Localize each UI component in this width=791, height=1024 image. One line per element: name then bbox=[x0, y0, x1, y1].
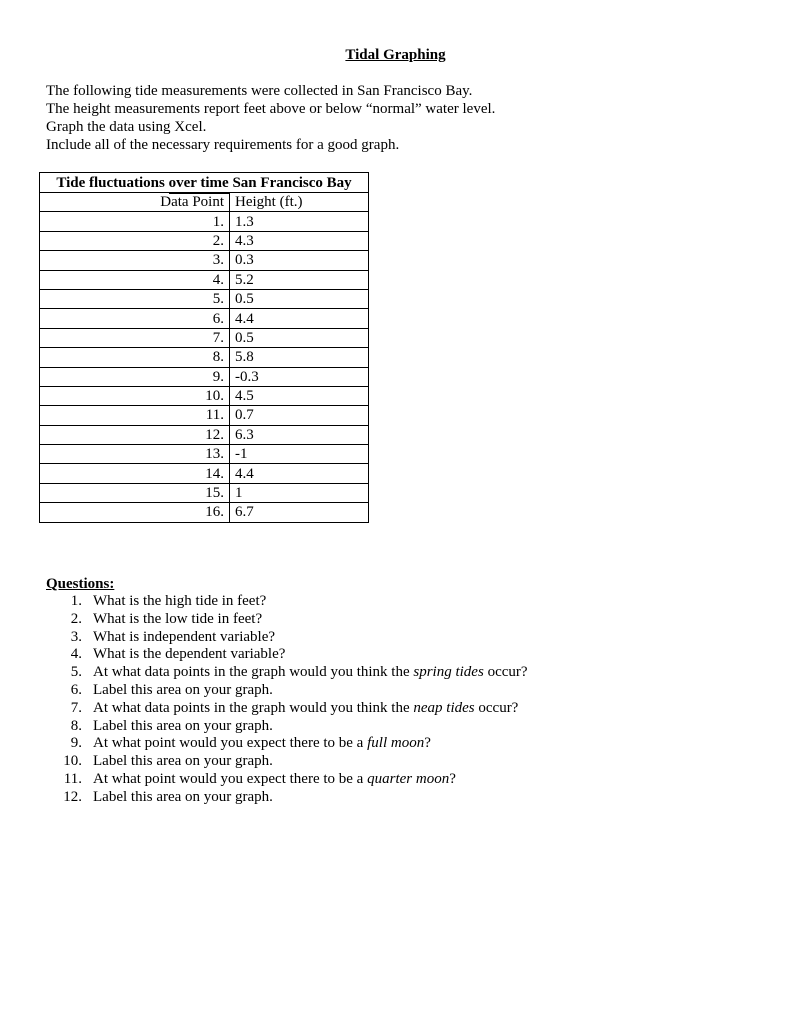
table-row bbox=[40, 251, 369, 270]
table-row bbox=[40, 212, 369, 231]
table-caption-row bbox=[40, 173, 369, 193]
table-row bbox=[40, 464, 369, 483]
question-item bbox=[46, 664, 528, 682]
question-emphasis: quarter moon bbox=[367, 770, 450, 787]
question-text: What is the dependent variable? bbox=[93, 646, 286, 663]
data-point-cell: 6. bbox=[40, 309, 230, 328]
question-text: At what data points in the graph would you think the bbox=[93, 699, 414, 716]
table-row bbox=[40, 503, 369, 522]
question-item bbox=[46, 718, 528, 736]
question-number: 6. bbox=[70, 681, 82, 698]
height-cell: 0.5 bbox=[230, 289, 369, 308]
height-cell: 4.3 bbox=[230, 231, 369, 250]
question-text: Label this area on your graph. bbox=[93, 681, 273, 698]
question-text-end: occur? bbox=[474, 699, 519, 716]
question-text: Label this area on your graph. bbox=[93, 788, 273, 805]
question-text: Label this area on your graph. bbox=[93, 753, 273, 770]
question-text: Label this area on your graph. bbox=[93, 717, 273, 734]
height-cell: 5.2 bbox=[230, 270, 369, 289]
question-text: At what point would you expect there to be a bbox=[93, 735, 368, 752]
questions-list bbox=[46, 593, 528, 807]
data-point-cell: 14. bbox=[40, 464, 230, 483]
table-caption bbox=[40, 173, 369, 193]
table-row bbox=[40, 386, 369, 405]
question-number: 9. bbox=[70, 735, 82, 752]
table-row bbox=[40, 367, 369, 386]
question-number: 2. bbox=[70, 610, 82, 627]
table-row bbox=[40, 483, 369, 502]
question-number: 8. bbox=[70, 717, 82, 734]
question-item bbox=[46, 682, 528, 700]
data-point-cell: 15. bbox=[40, 483, 230, 502]
question-text: At what point would you expect there to be a bbox=[93, 770, 368, 787]
table-row bbox=[40, 289, 369, 308]
question-text: What is independent variable? bbox=[93, 628, 276, 645]
data-point-cell: 9. bbox=[40, 367, 230, 386]
caption-end: San Francisco Bay bbox=[228, 174, 352, 191]
table-row bbox=[40, 348, 369, 367]
height-cell: 6.7 bbox=[230, 503, 369, 522]
data-point-cell: 5. bbox=[40, 289, 230, 308]
question-item bbox=[46, 629, 528, 647]
question-emphasis: spring tides bbox=[413, 664, 484, 681]
height-cell: 4.4 bbox=[230, 464, 369, 483]
height-cell: 4.5 bbox=[230, 386, 369, 405]
height-cell: 1.3 bbox=[230, 212, 369, 231]
height-cell: 5.8 bbox=[230, 348, 369, 367]
data-point-cell: 1. bbox=[40, 212, 230, 231]
question-item bbox=[46, 700, 528, 718]
data-point-cell: 3. bbox=[40, 251, 230, 270]
question-number: 3. bbox=[70, 628, 82, 645]
data-point-cell: 2. bbox=[40, 231, 230, 250]
table-row bbox=[40, 425, 369, 444]
table-row bbox=[40, 328, 369, 347]
question-item bbox=[46, 593, 528, 611]
intro-line: Include all of the necessary requirements for a good graph. bbox=[46, 137, 400, 153]
data-point-cell: 12. bbox=[40, 425, 230, 444]
height-cell: -1 bbox=[230, 445, 369, 464]
height-cell: 6.3 bbox=[230, 425, 369, 444]
tide-data-table bbox=[39, 172, 369, 523]
question-text: What is the high tide in feet? bbox=[93, 593, 267, 609]
data-point-cell: 10. bbox=[40, 386, 230, 405]
question-item bbox=[46, 771, 528, 789]
table-row bbox=[40, 270, 369, 289]
intro-paragraph bbox=[46, 82, 495, 154]
height-cell: 0.5 bbox=[230, 328, 369, 347]
data-point-cell: 13. bbox=[40, 445, 230, 464]
question-number: 1. bbox=[70, 593, 82, 609]
question-emphasis: neap tides bbox=[413, 699, 475, 716]
question-item bbox=[46, 646, 528, 664]
column-header-data-point: Data Point bbox=[40, 193, 230, 212]
data-point-cell: 7. bbox=[40, 328, 230, 347]
height-cell: 0.7 bbox=[230, 406, 369, 425]
question-number: 11. bbox=[63, 770, 82, 787]
question-text-end: occur? bbox=[483, 664, 528, 681]
intro-line: The height measurements report feet above or below “normal” water level. bbox=[46, 101, 496, 117]
height-cell: 0.3 bbox=[230, 251, 369, 270]
data-point-cell: 8. bbox=[40, 348, 230, 367]
table-row bbox=[40, 309, 369, 328]
data-point-cell: 4. bbox=[40, 270, 230, 289]
question-item bbox=[46, 735, 528, 753]
intro-line: The following tide measurements were collected in San Francisco Bay. bbox=[46, 83, 473, 99]
question-number: 5. bbox=[70, 664, 82, 681]
question-item bbox=[46, 611, 528, 629]
question-number: 12. bbox=[63, 788, 82, 805]
table-row bbox=[40, 231, 369, 250]
question-text-end: ? bbox=[449, 770, 456, 787]
questions-heading: Questions: bbox=[46, 576, 115, 592]
column-header-height: Height (ft.) bbox=[230, 193, 369, 212]
page-title: Tidal Graphing bbox=[345, 47, 446, 63]
table-row bbox=[40, 445, 369, 464]
height-cell: -0.3 bbox=[230, 367, 369, 386]
question-number: 4. bbox=[70, 646, 82, 663]
question-number: 7. bbox=[70, 699, 82, 716]
data-point-cell: 11. bbox=[40, 406, 230, 425]
caption-start: Tide fluctuations bbox=[56, 174, 169, 191]
height-cell: 1 bbox=[230, 483, 369, 502]
intro-line: Graph the data using Xcel. bbox=[46, 119, 207, 135]
question-item bbox=[46, 789, 528, 807]
height-cell: 4.4 bbox=[230, 309, 369, 328]
table-row bbox=[40, 406, 369, 425]
data-point-cell: 16. bbox=[40, 503, 230, 522]
question-text-end: ? bbox=[424, 735, 431, 752]
question-number: 10. bbox=[63, 753, 82, 770]
question-emphasis: full moon bbox=[367, 735, 425, 752]
table-header-row bbox=[40, 193, 369, 212]
caption-underlined: over time bbox=[168, 174, 229, 191]
question-text: What is the low tide in feet? bbox=[93, 610, 263, 627]
question-item bbox=[46, 753, 528, 771]
questions-section bbox=[46, 575, 528, 807]
question-text: At what data points in the graph would you think the bbox=[93, 664, 414, 681]
